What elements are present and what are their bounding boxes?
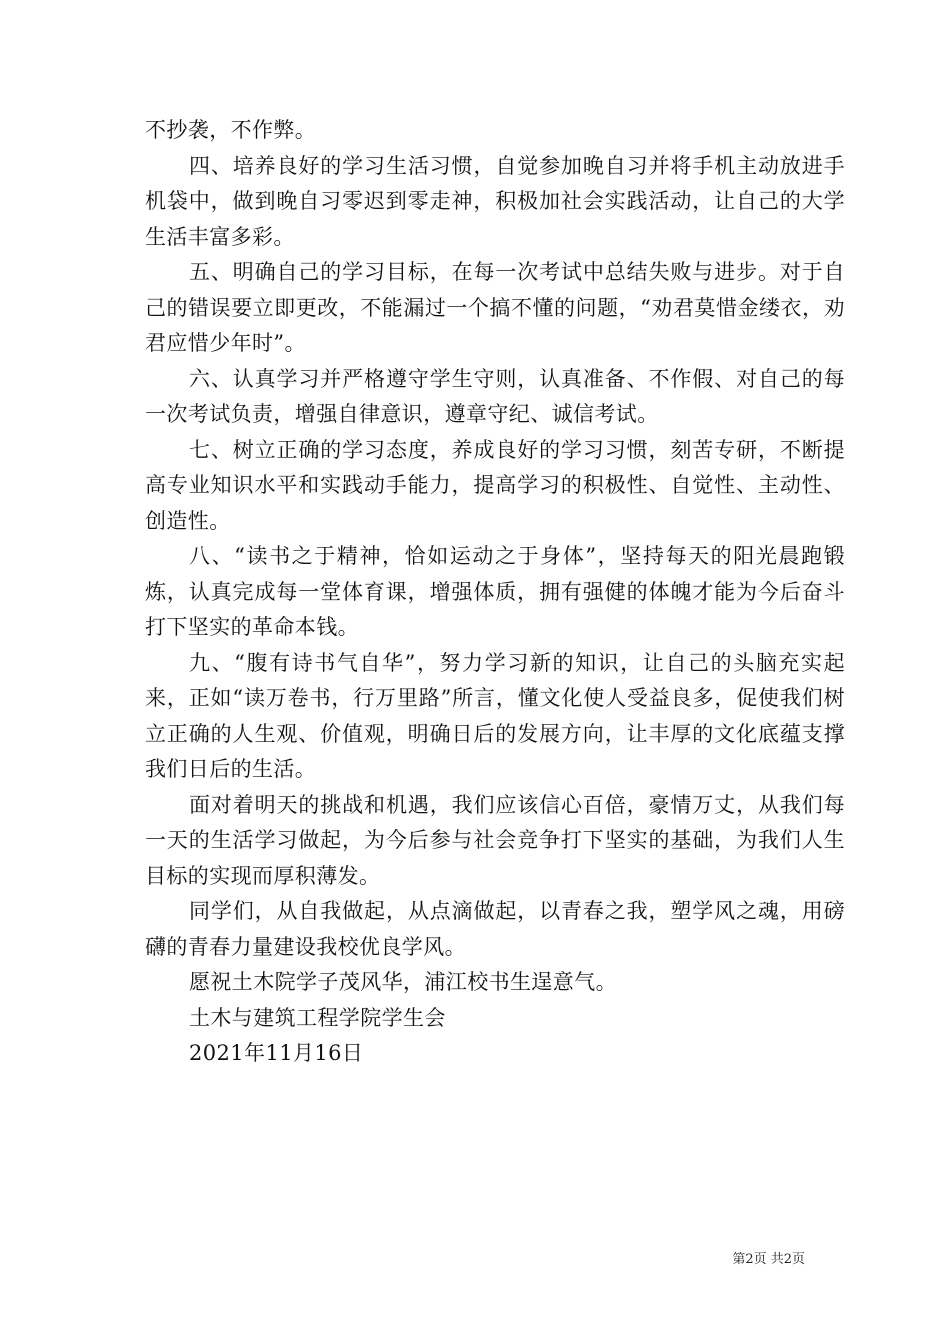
paragraph-item-9: 九、“腹有诗书气自华”，努力学习新的知识，让自己的头脑充实起来，正如“读万卷书，行万里路”所言，懂文化使人受益良多，促使我们树立正确的人生观、价值观，明确日后的发展方向，让丰厚的文化底蕴支撑我们日后的生活。	[145, 650, 845, 781]
paragraph-item-5: 五、明确自己的学习目标，在每一次考试中总结失败与进步。对于自己的错误要立即更改，不能漏过一个搞不懂的问题，“劝君莫惜金缕衣，劝君应惜少年时”。	[145, 260, 845, 355]
paragraph-item-8: 八、“读书之于精神，恰如运动之于身体”，坚持每天的阳光晨跑锻炼，认真完成每一堂体育课，增强体质，拥有强健的体魄才能为今后奋斗打下坚实的革命本钱。	[145, 544, 845, 639]
closing-date: 2021年11月16日	[189, 1041, 364, 1065]
paragraph-call-to-action: 同学们，从自我做起，从点滴做起，以青春之我，塑学风之魂，用磅礴的青春力量建设我校优良学风。	[145, 899, 845, 959]
document-body	[145, 113, 845, 1072]
page-number-footer: 第2页 共2页	[732, 1252, 805, 1267]
paragraph-item-7: 七、树立正确的学习态度，养成良好的学习习惯，刻苦专研，不断提高专业知识水平和实践动手能力，提高学习的积极性、自觉性、主动性、创造性。	[145, 437, 845, 533]
paragraph-challenge: 面对着明天的挑战和机遇，我们应该信心百倍，豪情万丈，从我们每一天的生活学习做起，为今后参与社会竞争打下坚实的基础，为我们人生目标的实现而厚积薄发。	[145, 792, 845, 888]
closing-wish: 愿祝土木院学子茂风华，浦江校书生逞意气。	[189, 970, 617, 994]
paragraph-item-6: 六、认真学习并严格遵守学生守则，认真准备、不作假、对自己的每一次考试负责，增强自律意识，遵章守纪、诚信考试。	[145, 366, 845, 426]
closing-signature: 土木与建筑工程学院学生会	[189, 1005, 446, 1030]
paragraph-continuation: 不抄袭，不作弊。	[145, 118, 317, 142]
paragraph-item-4: 四、培养良好的学习生活习惯，自觉参加晚自习并将手机主动放进手机袋中，做到晚自习零迟到零走神，积极加社会实践活动，让自己的大学生活丰富多彩。	[145, 153, 845, 249]
